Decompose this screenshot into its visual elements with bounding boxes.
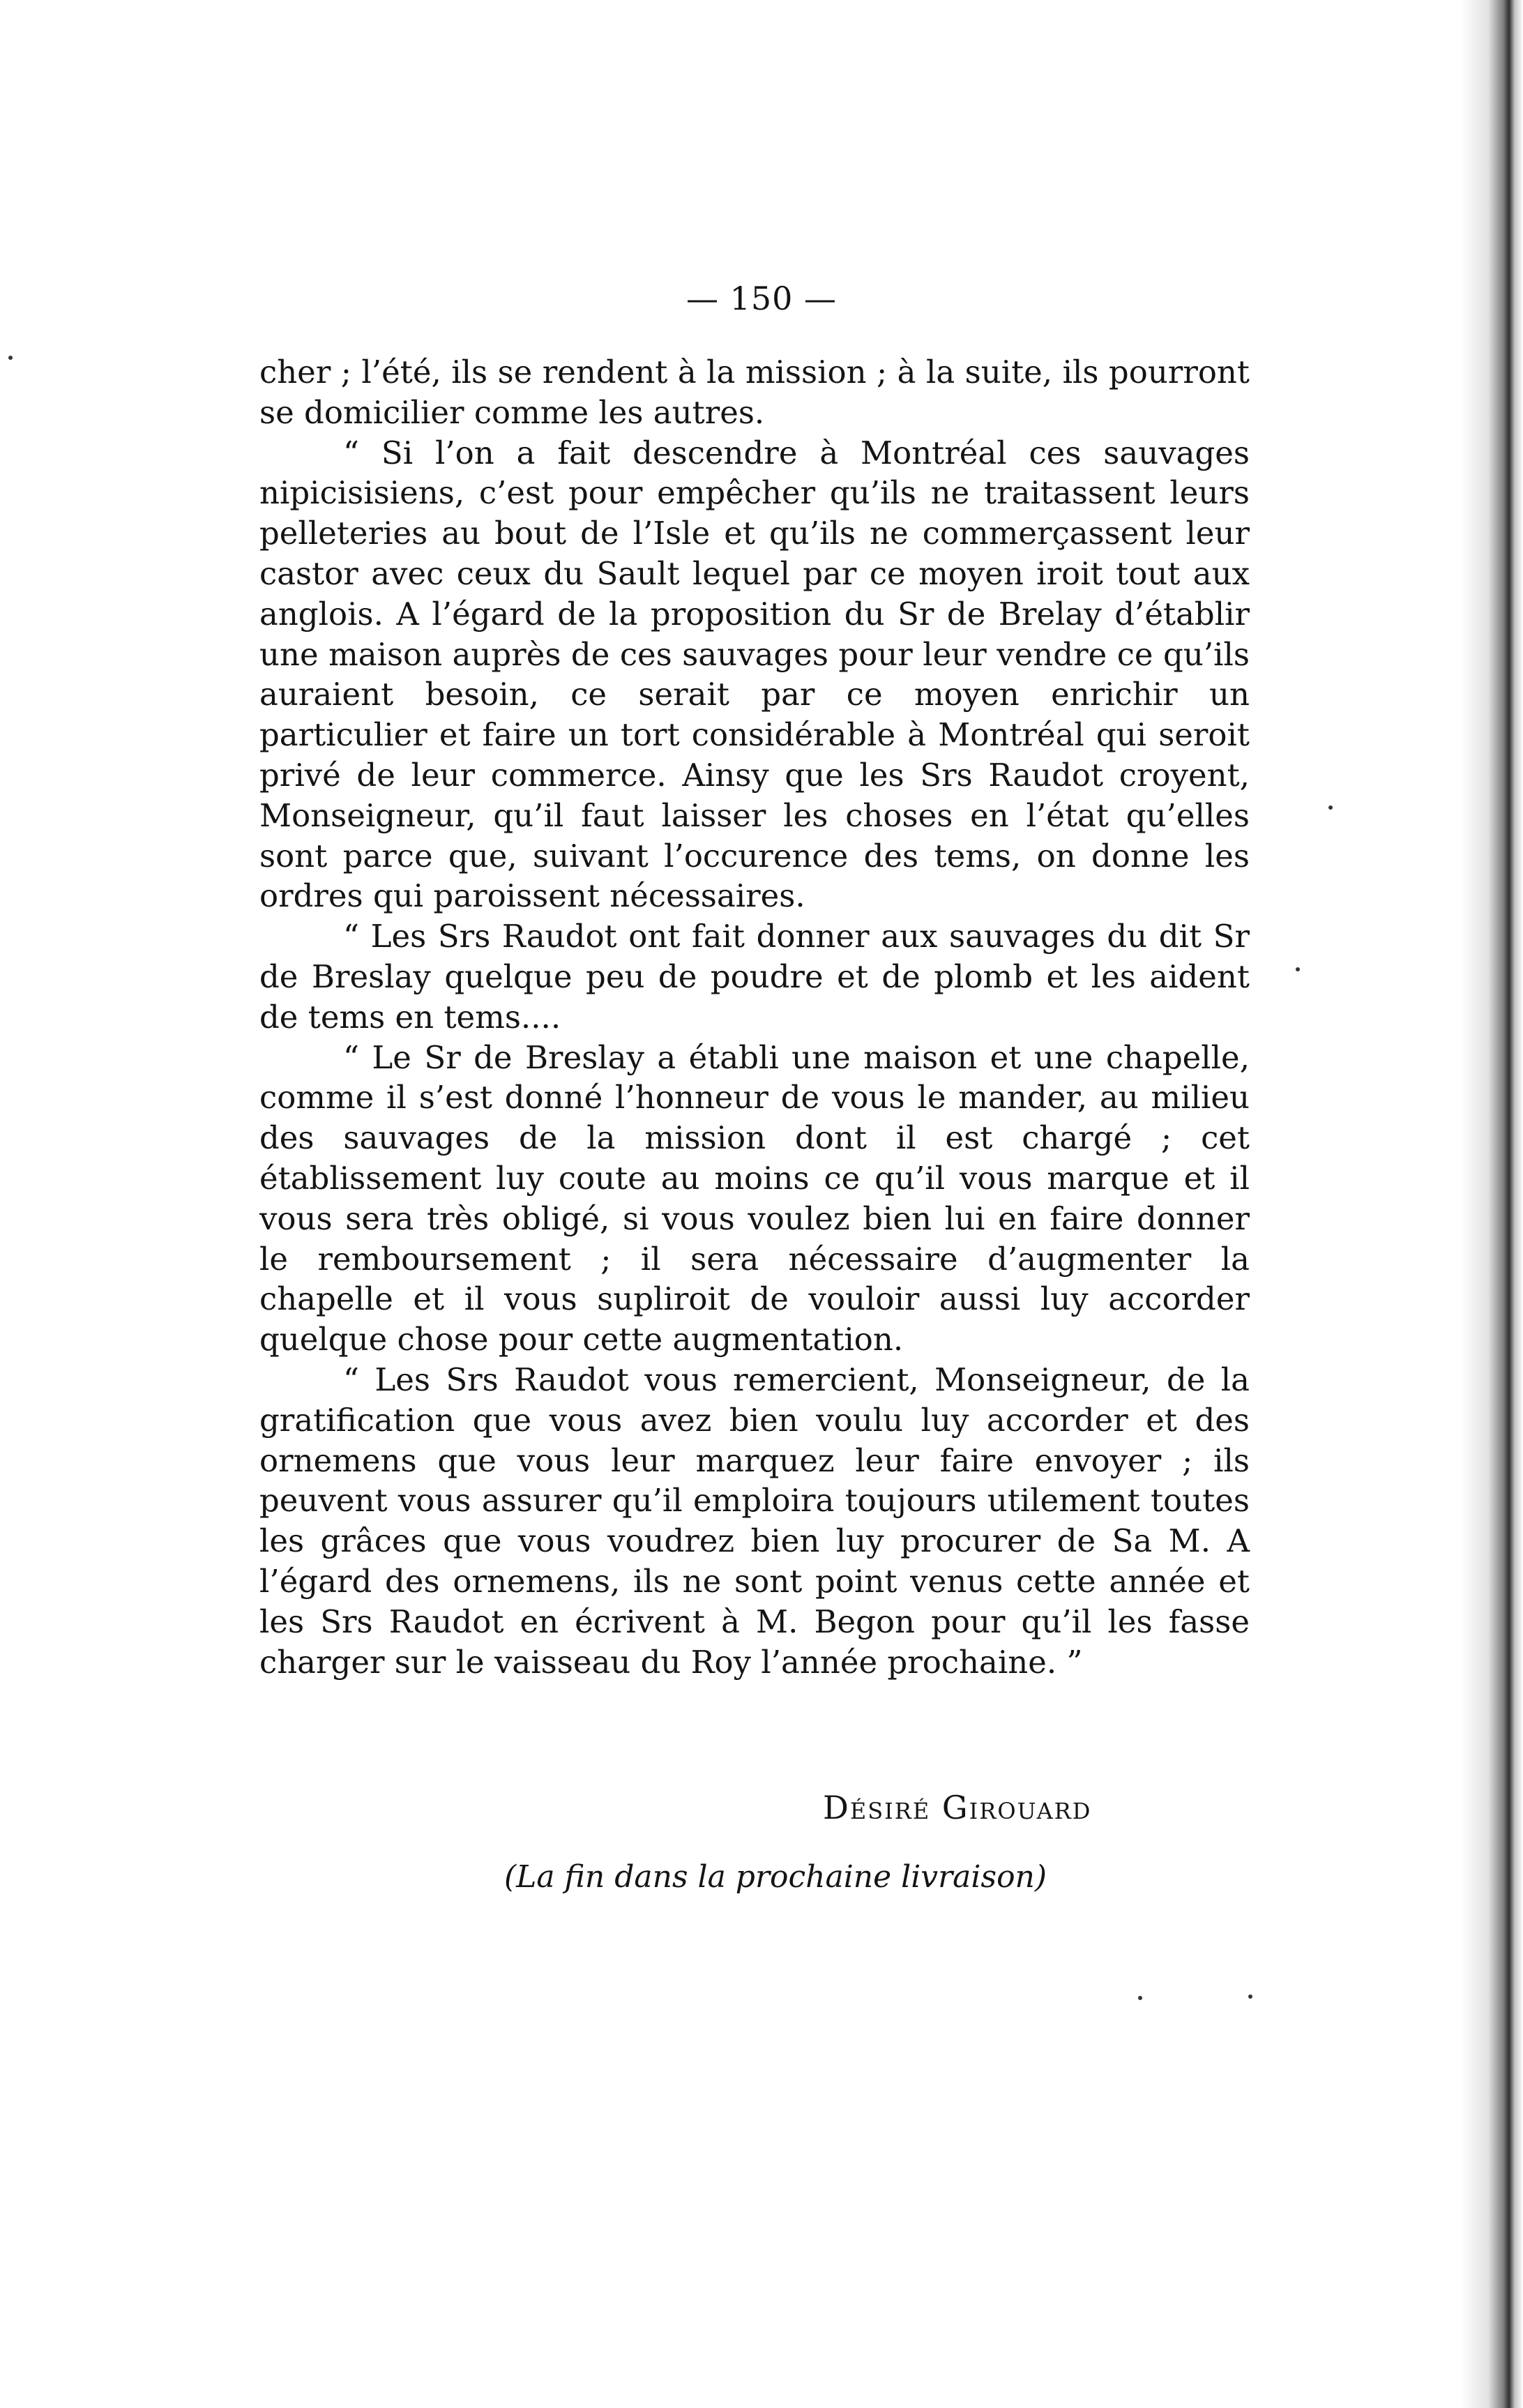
scan-speck	[1328, 805, 1333, 810]
paragraph-4: “ Le Sr de Breslay a établi une maison et une chapelle, comme il s’est donné l’honneur de vous le mander, au milieu des sauvages de la mission dont il est chargé ; cet établissement luy coute au moins ce qu’il vous marque et il vous sera très obligé, si vous voulez bien lui en faire donner le remboursement ; il sera nécessaire d’augmenter la chapelle et il vous supliroit de vouloir aussi luy accorder quelque chose pour cette augmentation.	[259, 1038, 1250, 1358]
scan-speck	[1296, 967, 1300, 971]
paragraph-2: “ Si l’on a fait descendre à Montréal ces sauvages nipicisisiens, c’est pour empêcher qu’ils ne traitassent leurs pelleteries au bout de l’Isle et qu’ils ne commerçassent leur castor avec ceux du Sault lequel par ce moyen iroit tout aux anglois. A l’égard de la proposition du Sr de Brelay d’établir une maison auprès de ces sauvages pour leur vendre ce qu’ils auraient besoin, ce serait par ce moyen enrichir un particulier et faire un tort considérable à Montréal qui seroit privé de leur commerce. Ainsy que les Srs Raudot croyent, Monseigneur, qu’il faut laisser les choses en l’état qu’elles sont parce que, suivant l’occurence des tems, on donne les ordres qui paroissent nécessaires.	[259, 434, 1250, 915]
page-number: — 150 —	[685, 280, 838, 317]
paragraph-1: cher ; l’été, ils se rendent à la mission ; à la suite, ils pourront se domicilier comme les autres.	[259, 354, 1250, 431]
scan-edge-shadow	[1460, 0, 1523, 2408]
author-signature: Désiré Girouard	[823, 1789, 1092, 1826]
scan-speck	[8, 356, 13, 360]
scan-speck	[1138, 1996, 1142, 2000]
paragraph-5: “ Les Srs Raudot vous remercient, Monseigneur, de la gratification que vous avez bien voulu luy accorder et des ornemens que vous leur marquez leur faire envoyer ; ils peuvent vous assurer qu’il emploira toujours utilement toutes les grâces que vous voudrez bien luy procurer de Sa M. A l’égard des ornemens, ils ne sont point venus cette année et les Srs Raudot en écrivent à M. Begon pour qu’il les fasse charger sur le vaisseau du Roy l’année prochaine. ”	[259, 1361, 1250, 1681]
paragraph-3: “ Les Srs Raudot ont fait donner aux sauvages du dit Sr de Breslay quelque peu de poudre et de plomb et les aident de tems en tems....	[259, 918, 1250, 1036]
continued-note: (La fin dans la prochaine livraison)	[503, 1859, 1047, 1895]
scan-speck	[1248, 1994, 1252, 1999]
body-text	[259, 352, 1250, 1682]
